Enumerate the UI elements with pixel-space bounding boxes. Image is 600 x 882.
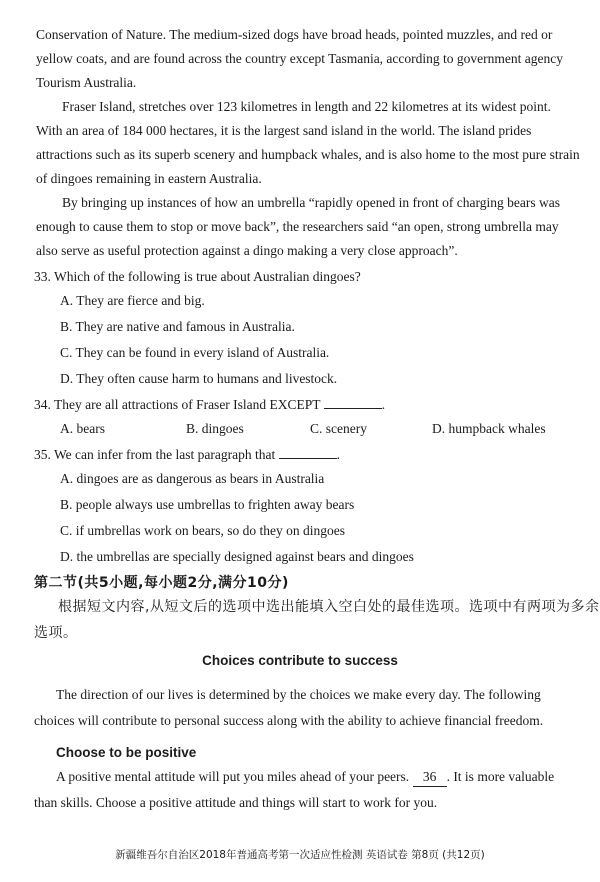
question-35-option-b[interactable]: B. people always use umbrellas to frighten away bears	[60, 497, 355, 512]
question-33-option-a[interactable]: A. They are fierce and big.	[60, 293, 205, 308]
passage-line: enough to cause them to stop or move back”, the researchers said “an open, strong umbrella may	[36, 219, 559, 234]
article-line-blank-row	[56, 768, 554, 787]
question-35-option-a[interactable]: A. dingoes are as dangerous as bears in Australia	[60, 471, 325, 486]
passage-line: Tourism Australia.	[36, 75, 137, 90]
article-line: The direction of our lives is determined by the choices we make every day. The following	[56, 687, 541, 702]
question-33-option-b[interactable]: B. They are native and famous in Australia.	[60, 319, 295, 334]
article-line: than skills. Choose a positive attitude and things will start to work for you.	[34, 795, 438, 810]
article-title: Choices contribute to success	[202, 653, 398, 668]
article-text: A positive mental attitude will put you miles ahead of your peers.	[56, 769, 410, 784]
question-35-option-c[interactable]: C. if umbrellas work on bears, so do they on dingoes	[60, 523, 345, 538]
article-text: . It is more valuable	[446, 769, 555, 784]
section-heading: 第二节(共5小题,每小题2分,满分10分)	[34, 575, 289, 591]
question-35-stem-row: 35. We can infer from the last paragraph that .	[34, 447, 340, 462]
section-instruction: 根据短文内容,从短文后的选项中选出能填入空白处的最佳选项。选项中有两项为多余	[58, 599, 600, 615]
passage-line: With an area of 184 000 hectares, it is the largest sand island in the world. The island prides	[36, 123, 532, 138]
question-34-stem: 34. They are all attractions of Fraser Island EXCEPT	[34, 397, 321, 412]
question-34-option-b[interactable]: B. dingoes	[186, 421, 244, 436]
question-34-option-c[interactable]: C. scenery	[310, 421, 367, 436]
section-instruction: 选项。	[34, 625, 78, 641]
article-line: choices will contribute to personal success along with the ability to achieve financial freedom.	[34, 713, 544, 728]
page-footer: 新疆维吾尔自治区2018年普通高考第一次适应性检测 英语试卷 第8页 (共12页)	[115, 849, 485, 861]
answer-blank	[279, 446, 337, 459]
passage-line: Fraser Island, stretches over 123 kilometres in length and 22 kilometres at its widest point.	[62, 99, 551, 114]
blank-36[interactable]: 36	[413, 768, 447, 787]
question-35-option-d[interactable]: D. the umbrellas are specially designed against bears and dingoes	[60, 549, 414, 564]
passage-line: By bringing up instances of how an umbrella “rapidly opened in front of charging bears was	[62, 195, 560, 210]
article-subheading: Choose to be positive	[56, 745, 197, 760]
question-34-option-a[interactable]: A. bears	[60, 421, 105, 436]
question-34-stem-row: 34. They are all attractions of Fraser Island EXCEPT .	[34, 397, 386, 412]
question-35-stem: 35. We can infer from the last paragraph that	[34, 447, 276, 462]
passage-line: also serve as useful protection against a dingo making a very close approach”.	[36, 243, 458, 258]
question-33-option-d[interactable]: D. They often cause harm to humans and livestock.	[60, 371, 338, 386]
question-33-stem: 33. Which of the following is true about Australian dingoes?	[34, 269, 361, 284]
passage-line: of dingoes remaining in eastern Australia.	[36, 171, 262, 186]
passage-line: Conservation of Nature. The medium-sized dogs have broad heads, pointed muzzles, and red or	[36, 27, 553, 42]
passage-line: attractions such as its superb scenery and humpback whales, and is also home to the most pure strain	[36, 147, 580, 162]
question-34-option-d[interactable]: D. humpback whales	[432, 421, 546, 436]
question-33-option-c[interactable]: C. They can be found in every island of Australia.	[60, 345, 330, 360]
answer-blank	[324, 396, 382, 409]
passage-line: yellow coats, and are found across the country except Tasmania, according to government agency	[36, 51, 563, 66]
